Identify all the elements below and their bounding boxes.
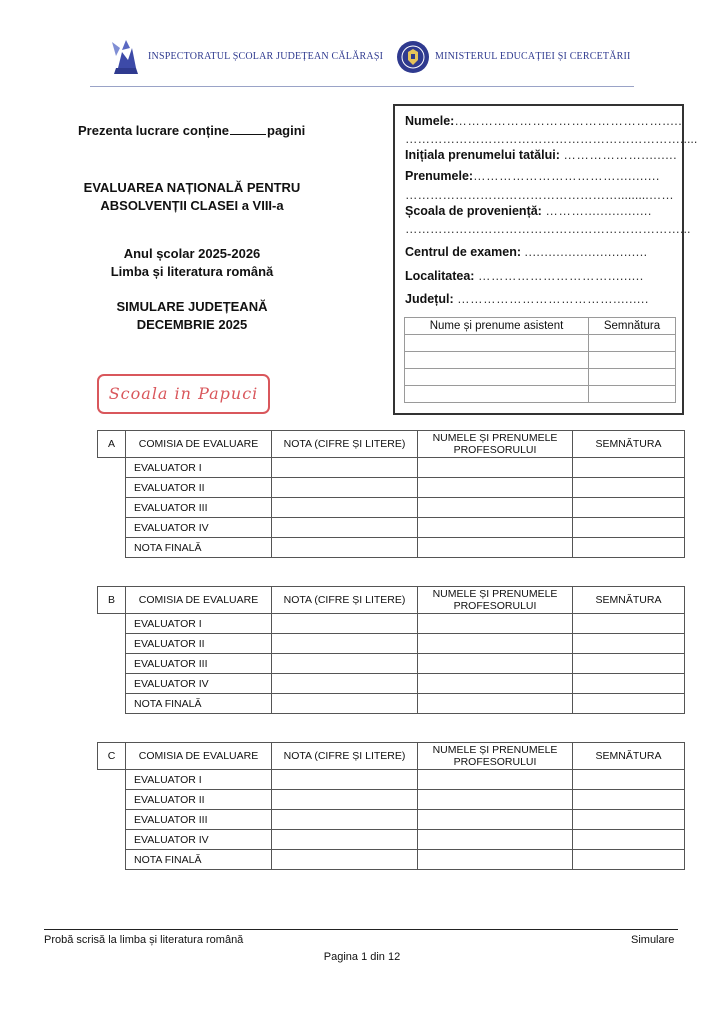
column-header-grade: NOTA (CIFRE ȘI LITERE) — [272, 743, 418, 770]
row-spacer — [98, 478, 126, 498]
evaluation-table-b — [97, 586, 685, 714]
row-spacer — [98, 770, 126, 790]
ministry-seal-icon — [396, 40, 430, 74]
grade-cell[interactable] — [272, 614, 418, 634]
teacher-name-cell[interactable] — [418, 830, 573, 850]
field-localitatea[interactable]: Localitatea: …………………………......... — [405, 269, 644, 283]
signature-cell[interactable] — [573, 458, 685, 478]
evaluator-label: NOTA FINALĂ — [126, 694, 272, 714]
subject: Limba și literatura română — [110, 264, 274, 279]
signature-cell[interactable] — [573, 614, 685, 634]
signature-cell[interactable] — [573, 498, 685, 518]
row-spacer — [98, 810, 126, 830]
signature-cell[interactable] — [573, 478, 685, 498]
field-scoala[interactable]: Școala de proveniență: ………................. — [405, 204, 652, 218]
simulation-line2: DECEMBRIE 2025 — [136, 317, 248, 332]
label-judetul: Județul: — [405, 292, 454, 306]
exam-title — [62, 179, 322, 215]
header-ministry-text: MINISTERUL EDUCAȚIEI ȘI CERCETĂRII — [435, 51, 631, 62]
assistant-row — [405, 335, 676, 352]
pages-prefix: Prezenta lucrare conține — [78, 123, 229, 138]
assistant-name-header: Nume și prenume asistent — [405, 318, 589, 335]
assistant-signature-cell[interactable] — [589, 352, 676, 369]
signature-cell[interactable] — [573, 674, 685, 694]
evaluator-label: EVALUATOR I — [126, 614, 272, 634]
grade-cell[interactable] — [272, 674, 418, 694]
grade-cell[interactable] — [272, 518, 418, 538]
inspectorate-logo-icon — [108, 38, 144, 78]
row-spacer — [98, 830, 126, 850]
label-scoala: Școala de proveniență: — [405, 204, 542, 218]
field-centrul[interactable]: Centrul de examen: ............................... — [405, 245, 648, 259]
signature-cell[interactable] — [573, 850, 685, 870]
label-localitatea: Localitatea: — [405, 269, 475, 283]
row-spacer — [98, 694, 126, 714]
teacher-name-cell[interactable] — [418, 634, 573, 654]
evaluation-header-row — [98, 743, 685, 770]
evaluation-row — [98, 518, 685, 538]
assistant-row — [405, 369, 676, 386]
evaluator-label: NOTA FINALĂ — [126, 850, 272, 870]
assistant-table — [404, 317, 676, 403]
field-prenumele-continuation[interactable]: …………………………………………….........…… — [405, 188, 674, 202]
exam-title-line2: ABSOLVENȚII CLASEI a VIII-a — [100, 198, 284, 213]
grade-cell[interactable] — [272, 850, 418, 870]
footer-page-number: Pagina 1 din 12 — [323, 951, 401, 963]
evaluation-row — [98, 850, 685, 870]
teacher-name-cell[interactable] — [418, 478, 573, 498]
evaluator-label: NOTA FINALĂ — [126, 538, 272, 558]
school-year: Anul școlar 2025-2026 — [123, 246, 261, 261]
evaluator-label: EVALUATOR IV — [126, 830, 272, 850]
evaluation-table-a — [97, 430, 685, 558]
signature-cell[interactable] — [573, 830, 685, 850]
column-header-signature: SEMNĂTURA — [573, 431, 685, 458]
grade-cell[interactable] — [272, 790, 418, 810]
grade-cell[interactable] — [272, 810, 418, 830]
school-year-subject — [62, 245, 322, 281]
evaluator-label: EVALUATOR III — [126, 498, 272, 518]
assistant-header-row — [405, 318, 676, 335]
evaluator-label: EVALUATOR II — [126, 634, 272, 654]
grade-cell[interactable] — [272, 458, 418, 478]
column-header-teacher-name — [418, 431, 573, 458]
teacher-name-cell[interactable] — [418, 674, 573, 694]
assistant-name-cell[interactable] — [405, 369, 589, 386]
evaluator-label: EVALUATOR I — [126, 458, 272, 478]
evaluation-row — [98, 634, 685, 654]
column-header-signature: SEMNĂTURA — [573, 743, 685, 770]
signature-cell[interactable] — [573, 634, 685, 654]
column-header-signature: SEMNĂTURA — [573, 587, 685, 614]
label-centrul: Centrul de examen: — [405, 245, 522, 259]
evaluation-row — [98, 790, 685, 810]
evaluation-row — [98, 770, 685, 790]
evaluation-row — [98, 498, 685, 518]
evaluator-label: EVALUATOR IV — [126, 518, 272, 538]
evaluation-row — [98, 478, 685, 498]
field-prenumele[interactable]: Prenumele:……………………………........... — [405, 169, 660, 183]
pages-count-line — [78, 122, 305, 138]
teacher-name-header-line1: NUMELE ȘI PRENUMELE — [432, 432, 558, 444]
teacher-name-header-line1: NUMELE ȘI PRENUMELE — [432, 744, 558, 756]
row-spacer — [98, 518, 126, 538]
label-initiala: Inițiala prenumelui tatălui: — [405, 148, 560, 162]
label-prenumele: Prenumele: — [405, 169, 474, 183]
header-divider — [90, 86, 634, 87]
evaluation-row — [98, 694, 685, 714]
simulation-title — [62, 298, 322, 334]
field-numele[interactable]: Numele:…………………………………………..... — [405, 114, 683, 128]
field-judetul[interactable]: Județul: ………………………………......... — [405, 292, 649, 306]
grade-cell[interactable] — [272, 498, 418, 518]
assistant-signature-cell[interactable] — [589, 369, 676, 386]
footer-exam-name: Probă scrisă la limba și literatura română — [44, 934, 244, 946]
field-initiala[interactable]: Inițiala prenumelui tatălui: ………………......... — [405, 148, 678, 162]
grade-cell[interactable] — [272, 654, 418, 674]
field-numele-continuation[interactable]: …………………………………………………………..... — [405, 132, 698, 146]
row-spacer — [98, 850, 126, 870]
evaluator-label: EVALUATOR I — [126, 770, 272, 790]
evaluator-label: EVALUATOR II — [126, 790, 272, 810]
teacher-name-cell[interactable] — [418, 614, 573, 634]
row-spacer — [98, 538, 126, 558]
assistant-name-cell[interactable] — [405, 386, 589, 403]
assistant-row — [405, 352, 676, 369]
teacher-name-header-line2: PROFESORULUI — [453, 444, 537, 456]
evaluation-header-row — [98, 587, 685, 614]
signature-cell[interactable] — [573, 790, 685, 810]
assistant-signature-header: Semnătura — [589, 318, 676, 335]
row-spacer — [98, 654, 126, 674]
row-spacer — [98, 498, 126, 518]
assistant-name-cell[interactable] — [405, 335, 589, 352]
label-numele: Numele: — [405, 114, 455, 128]
evaluation-header-row — [98, 431, 685, 458]
signature-cell[interactable] — [573, 694, 685, 714]
evaluator-label: EVALUATOR III — [126, 810, 272, 830]
evaluation-row — [98, 830, 685, 850]
teacher-name-header-line2: PROFESORULUI — [453, 756, 537, 768]
assistant-signature-cell[interactable] — [589, 386, 676, 403]
grade-cell[interactable] — [272, 830, 418, 850]
assistant-row — [405, 386, 676, 403]
evaluation-row — [98, 810, 685, 830]
signature-cell[interactable] — [573, 810, 685, 830]
assistant-signature-cell[interactable] — [589, 335, 676, 352]
field-scoala-continuation[interactable]: …………………………………………………………... — [405, 222, 691, 236]
column-header-teacher-name — [418, 743, 573, 770]
column-header-commission: COMISIA DE EVALUARE — [126, 431, 272, 458]
signature-cell[interactable] — [573, 518, 685, 538]
signature-cell[interactable] — [573, 770, 685, 790]
signature-cell[interactable] — [573, 654, 685, 674]
teacher-name-cell[interactable] — [418, 458, 573, 478]
column-header-grade: NOTA (CIFRE ȘI LITERE) — [272, 431, 418, 458]
evaluation-row — [98, 458, 685, 478]
evaluator-label: EVALUATOR IV — [126, 674, 272, 694]
teacher-name-header-line2: PROFESORULUI — [453, 600, 537, 612]
row-spacer — [98, 634, 126, 654]
teacher-name-cell[interactable] — [418, 654, 573, 674]
signature-cell[interactable] — [573, 538, 685, 558]
grade-cell[interactable] — [272, 538, 418, 558]
teacher-name-header-line1: NUMELE ȘI PRENUMELE — [432, 588, 558, 600]
teacher-name-cell[interactable] — [418, 810, 573, 830]
footer-simulation-label: Simulare — [631, 934, 675, 946]
teacher-name-cell[interactable] — [418, 770, 573, 790]
grade-cell[interactable] — [272, 478, 418, 498]
assistant-name-cell[interactable] — [405, 352, 589, 369]
footer-divider — [44, 929, 678, 930]
column-header-commission: COMISIA DE EVALUARE — [126, 743, 272, 770]
evaluator-label: EVALUATOR III — [126, 654, 272, 674]
student-identification-box — [393, 104, 698, 415]
exam-title-line1: EVALUAREA NAȚIONALĂ PENTRU — [83, 180, 301, 195]
row-spacer — [98, 790, 126, 810]
evaluation-section-letter: C — [98, 743, 126, 770]
row-spacer — [98, 614, 126, 634]
evaluation-row — [98, 674, 685, 694]
column-header-grade: NOTA (CIFRE ȘI LITERE) — [272, 587, 418, 614]
evaluation-row — [98, 538, 685, 558]
row-spacer — [98, 674, 126, 694]
pages-suffix: pagini — [267, 123, 306, 138]
evaluation-table-c — [97, 742, 685, 870]
teacher-name-cell[interactable] — [418, 694, 573, 714]
simulation-line1: SIMULARE JUDEȚEANĂ — [116, 299, 268, 314]
teacher-name-cell[interactable] — [418, 518, 573, 538]
teacher-name-cell[interactable] — [418, 538, 573, 558]
teacher-name-cell[interactable] — [418, 850, 573, 870]
grade-cell[interactable] — [272, 770, 418, 790]
row-spacer — [98, 458, 126, 478]
grade-cell[interactable] — [272, 634, 418, 654]
grade-cell[interactable] — [272, 694, 418, 714]
evaluation-row — [98, 654, 685, 674]
evaluation-row — [98, 614, 685, 634]
column-header-teacher-name — [418, 587, 573, 614]
evaluation-section-letter: B — [98, 587, 126, 614]
scoala-in-papuci-logo: Scoala in Papuci — [97, 374, 270, 414]
pages-count-blank — [230, 122, 266, 135]
teacher-name-cell[interactable] — [418, 498, 573, 518]
evaluation-section-letter: A — [98, 431, 126, 458]
teacher-name-cell[interactable] — [418, 790, 573, 810]
evaluator-label: EVALUATOR II — [126, 478, 272, 498]
header-inspectorate-text: INSPECTORATUL ȘCOLAR JUDEȚEAN CĂLĂRAȘI — [148, 51, 384, 62]
column-header-commission: COMISIA DE EVALUARE — [126, 587, 272, 614]
